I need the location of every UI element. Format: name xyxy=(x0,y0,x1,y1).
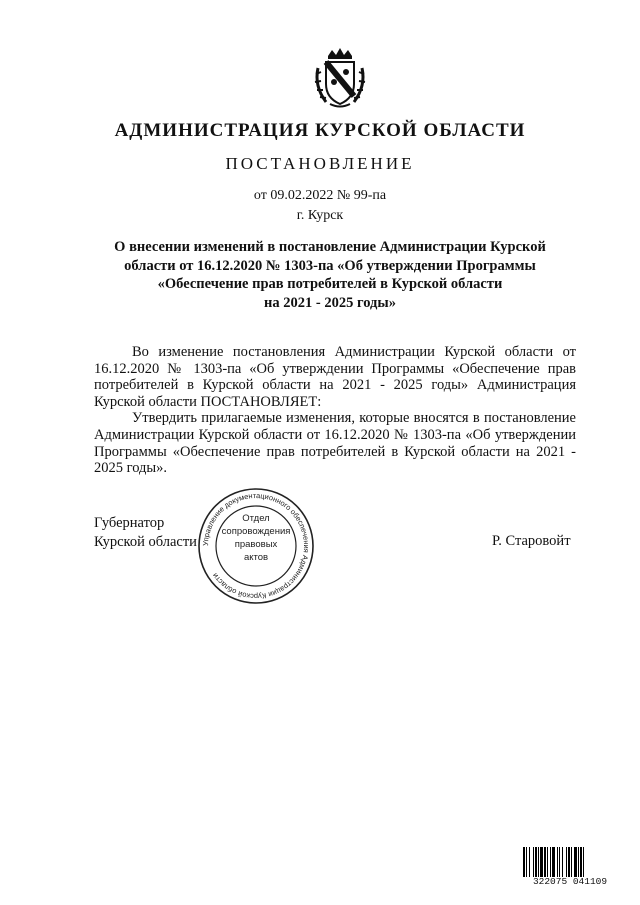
authority-name: АДМИНИСТРАЦИЯ КУРСКОЙ ОБЛАСТИ xyxy=(114,120,526,141)
coat-of-arms-icon xyxy=(308,46,372,110)
signatory-name: Р. Старовойт xyxy=(492,533,571,549)
stamp-ring-text: Управление документационного обеспечения Администрации Курской области xyxy=(200,490,312,602)
document-title xyxy=(100,238,560,312)
title-line: «Обеспечение прав потребителей в Курской области xyxy=(157,276,503,292)
stamp-line: Отдел xyxy=(242,513,270,524)
body-paragraph: Утвердить прилагаемые изменения, которые вносятся в постановление Администрации Курской области от 16.12.2020 № 1303-па «Об утверждении Программы «Обеспечение прав потребителей в Курской области на 2021 - 2025 годы». xyxy=(94,410,576,477)
barcode-icon xyxy=(523,847,615,877)
signatory-position xyxy=(94,514,197,552)
document-city: г. Курск xyxy=(296,208,344,223)
document-type: ПОСТАНОВЛЕНИЕ xyxy=(225,154,415,173)
stamp-line: правовых xyxy=(234,539,278,550)
document-body xyxy=(94,344,576,477)
body-paragraph: Во изменение постановления Администрации Курской области от 16.12.2020 № 1303-па «Об утверждении Программы «Обеспечение прав потребителей в Курской области на 2021 - 2025 годы» Администрация Курской области ПОСТАНОВЛЯЕТ: xyxy=(94,344,576,410)
stamp-line: актов xyxy=(243,552,269,563)
title-line: на 2021 - 2025 годы» xyxy=(264,294,396,311)
title-line: области от 16.12.2020 № 1303-па «Об утверждении Программы xyxy=(124,257,536,274)
position-line: Губернатор xyxy=(94,515,165,531)
stamp-center xyxy=(218,512,294,564)
position-line: Курской области xyxy=(94,534,197,550)
title-line: О внесении изменений в постановление Администрации Курской xyxy=(114,239,546,255)
document-date-number: от 09.02.2022 № 99-па xyxy=(253,188,387,203)
barcode-number: 322075 041109 xyxy=(532,876,608,887)
stamp-line: сопровождения xyxy=(221,526,291,537)
